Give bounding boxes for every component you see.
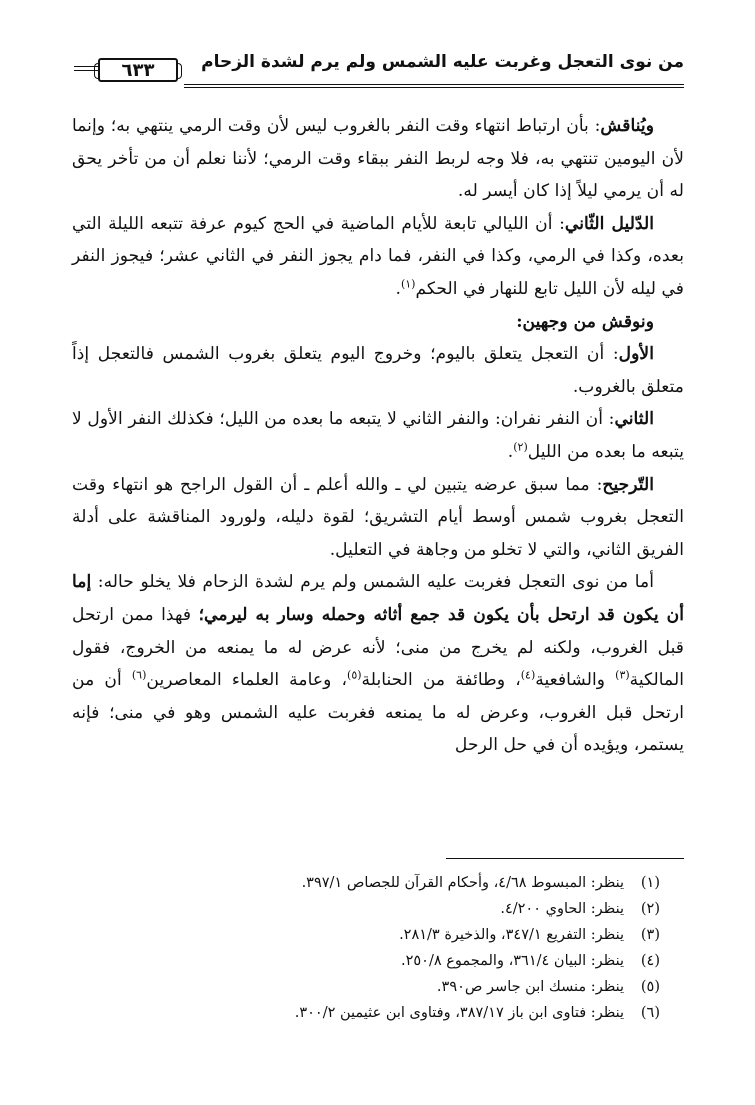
footnote-ref[interactable]: (٤) — [520, 668, 536, 682]
paragraph-text: أما من نوى التعجل فغربت عليه الشمس ولم يرم لشدة الزحام فلا يخلو حاله: — [91, 572, 654, 593]
footnote-number: (٥) — [640, 979, 660, 995]
paragraph-text: أن من ارتحل قبل الغروب، وعرض له ما يمنعه فغربت عليه الشمس وهو في منى؛ فإنه يستمر، ويؤيده أن في حل الرحل — [72, 670, 684, 756]
footnote-item — [72, 948, 684, 974]
footnote-ref[interactable]: (٦) — [131, 668, 147, 682]
term-lead: الأول — [618, 344, 654, 365]
paragraph-text: فهذا ممن ارتحل قبل الغروب، ولكنه لم يخرج من منى؛ لأنه عرض له ما يمنعه من الخروج، فقول المالكية — [72, 604, 684, 691]
subheading: ونوقش من وجهين: — [516, 311, 654, 332]
footnote-text: ينظر: فتاوى ابن باز ٣٨٧/١٧، وفتاوى ابن عثيمين ٣٠٠/٢. — [294, 1005, 624, 1021]
footnote-text: ينظر: التفريع ٣٤٧/١، والذخيرة ٢٨١/٣. — [399, 927, 624, 943]
footnote-item — [72, 870, 684, 896]
paragraph-objection — [72, 110, 684, 208]
main-text — [72, 110, 684, 762]
paragraph-preference — [72, 469, 684, 567]
paragraph-first-aspect — [72, 338, 684, 403]
paragraph-text: ، وعامة العلماء المعاصرين — [146, 670, 348, 691]
footnote-separator — [446, 858, 684, 859]
paragraph-text: : بأن ارتباط انتهاء وقت النفر بالغروب ليس لأن وقت الرمي ينتهي به؛ وإنما لأن اليومين تنتهي به، فلا وجه لربط النفر ببقاء وقت الرمي؛ لأننا نعلم أن من تأخر يحق له أن يرمي ليلاً إذا كان أيسر له. — [72, 116, 684, 202]
paragraph-case — [72, 566, 684, 762]
footnote-item — [72, 974, 684, 1000]
paragraph-second-evidence — [72, 208, 684, 306]
footnote-number: (١) — [640, 875, 660, 891]
paragraph-text: ، وطائفة من الحنابلة — [361, 670, 521, 691]
page-number-frame — [74, 58, 182, 86]
footnote-text: ينظر: الحاوي ٤/٢٠٠. — [500, 901, 624, 917]
paragraph-end: . — [395, 278, 401, 299]
footnote-text: ينظر: المبسوط ٤/٦٨، وأحكام القرآن للجصاص ٣٩٧/١. — [301, 875, 624, 891]
paragraph-text: : أن الليالي تابعة للأيام الماضية في الحج كيوم عرفة تتبعه الليلة التي بعده، وكذا في الرمي، وكذا في النفر، فما دام يجوز النفر في الثاني عشر؛ فيجوز النفر في ليله لأن الليل تابع للنهار في الحكم — [72, 213, 684, 299]
footnote-text: ينظر: منسك ابن جاسر ص٣٩٠. — [436, 979, 624, 995]
term-lead: التّرجيح — [602, 474, 654, 495]
paragraph-second-aspect — [72, 403, 684, 468]
page-header — [74, 46, 684, 90]
footnote-ref[interactable]: (٥) — [347, 668, 362, 682]
footnote-ref[interactable]: (٢) — [513, 440, 528, 454]
footnote-number: (٦) — [640, 1005, 660, 1021]
running-title: من نوى التعجل وغربت عليه الشمس ولم يرم لشدة الزحام — [201, 52, 684, 72]
paragraph-discussion-heading — [72, 306, 684, 339]
footnote-ref[interactable]: (٣) — [615, 668, 630, 682]
footnote-ref[interactable]: (١) — [400, 277, 416, 291]
paragraph-text: والشافعية — [535, 670, 616, 691]
header-rule — [184, 87, 684, 88]
header-rule — [184, 84, 684, 85]
footnotes — [72, 870, 684, 1026]
paragraph-text: : مما سبق عرضه يتبين لي ـ والله أعلم ـ أن القول الراجح هو انتهاء وقت التعجل بغروب شمس أوسط أيام التشريق؛ لقوة دليله، ولورود المناقشة على أدلة الفريق الثاني، والتي لا تخلو من وجاهة في التعليل. — [72, 474, 684, 560]
term-lead: الثاني — [614, 409, 654, 430]
footnote-item — [72, 922, 684, 948]
term-lead: ويُناقش — [600, 116, 654, 136]
bold-statement: إما أن يكون قد ارتحل بأن يكون قد جمع أثاثه وحمله وسار به ليرمي؛ — [72, 572, 684, 625]
paragraph-end: . — [507, 441, 514, 462]
page-number: ٦٣٣ — [98, 58, 178, 82]
footnote-item — [72, 896, 684, 922]
term-lead: الدّليل الثّاني — [564, 213, 654, 234]
footnote-item — [72, 1000, 684, 1026]
paragraph-text: : أن التعجل يتعلق باليوم؛ وخروج اليوم يتعلق بغروب الشمس فالتعجل إذاً متعلق بالغروب. — [72, 344, 684, 397]
footnote-number: (٤) — [640, 953, 660, 969]
footnote-number: (٣) — [640, 927, 660, 943]
paragraph-text: : أن النفر نفران: والنفر الثاني لا يتبعه ما بعده من الليل؛ فكذلك النفر الأول لا يتبعه ما بعده من الليل — [72, 409, 684, 462]
footnote-number: (٢) — [640, 901, 660, 917]
footnote-text: ينظر: البيان ٣٦١/٤، والمجموع ٢٥٠/٨. — [400, 953, 624, 969]
